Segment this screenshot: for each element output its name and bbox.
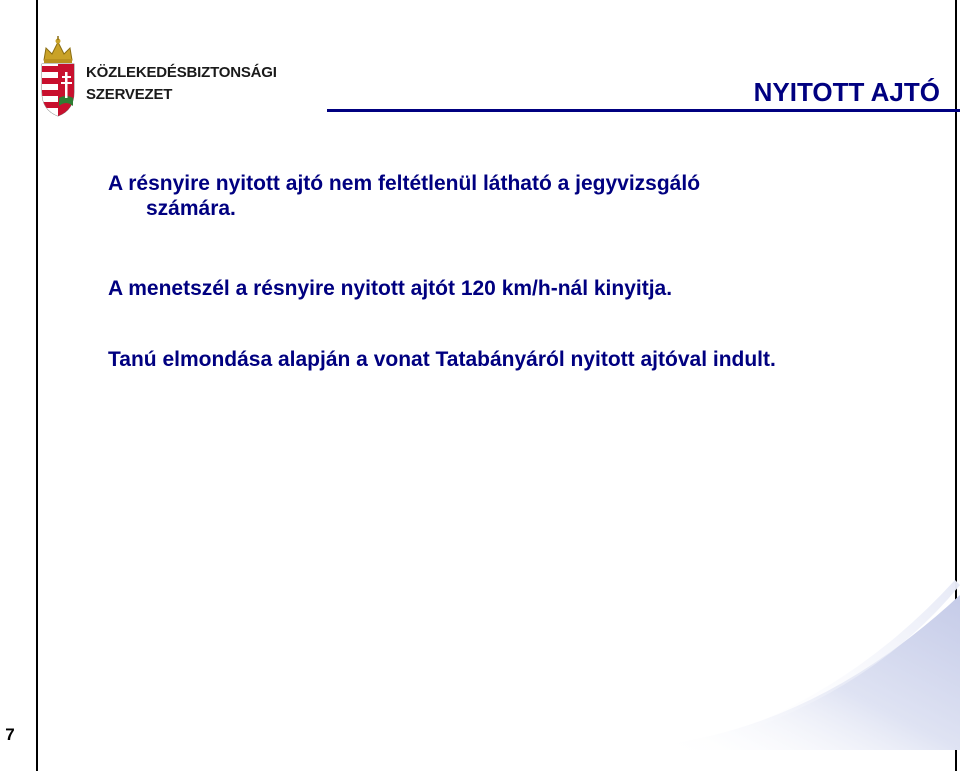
paragraph-witness-statement: Tanú elmondása alapján a vonat Tatabányáról nyitott ajtóval indult. bbox=[108, 348, 776, 371]
title-underline bbox=[327, 109, 960, 112]
swoosh-decoration bbox=[650, 575, 960, 750]
organization-name-line2: SZERVEZET bbox=[86, 86, 173, 103]
paragraph-line: A résnyire nyitott ajtó nem feltétlenül látható a jegyvizsgáló bbox=[108, 172, 701, 195]
paragraph-door-visibility bbox=[108, 171, 700, 221]
organization-name-line1: KÖZLEKEDÉSBIZTONSÁGI bbox=[86, 64, 277, 81]
paragraph-wind-opening: A menetszél a résnyire nyitott ajtót 120 km/h-nál kinyitja. bbox=[108, 277, 673, 300]
hungarian-coat-of-arms-icon bbox=[38, 36, 78, 118]
page-number: 7 bbox=[5, 725, 15, 744]
paragraph-line-continuation: számára. bbox=[146, 197, 236, 220]
slide-title: NYITOTT AJTÓ bbox=[753, 77, 940, 107]
organization-logo bbox=[38, 36, 277, 118]
